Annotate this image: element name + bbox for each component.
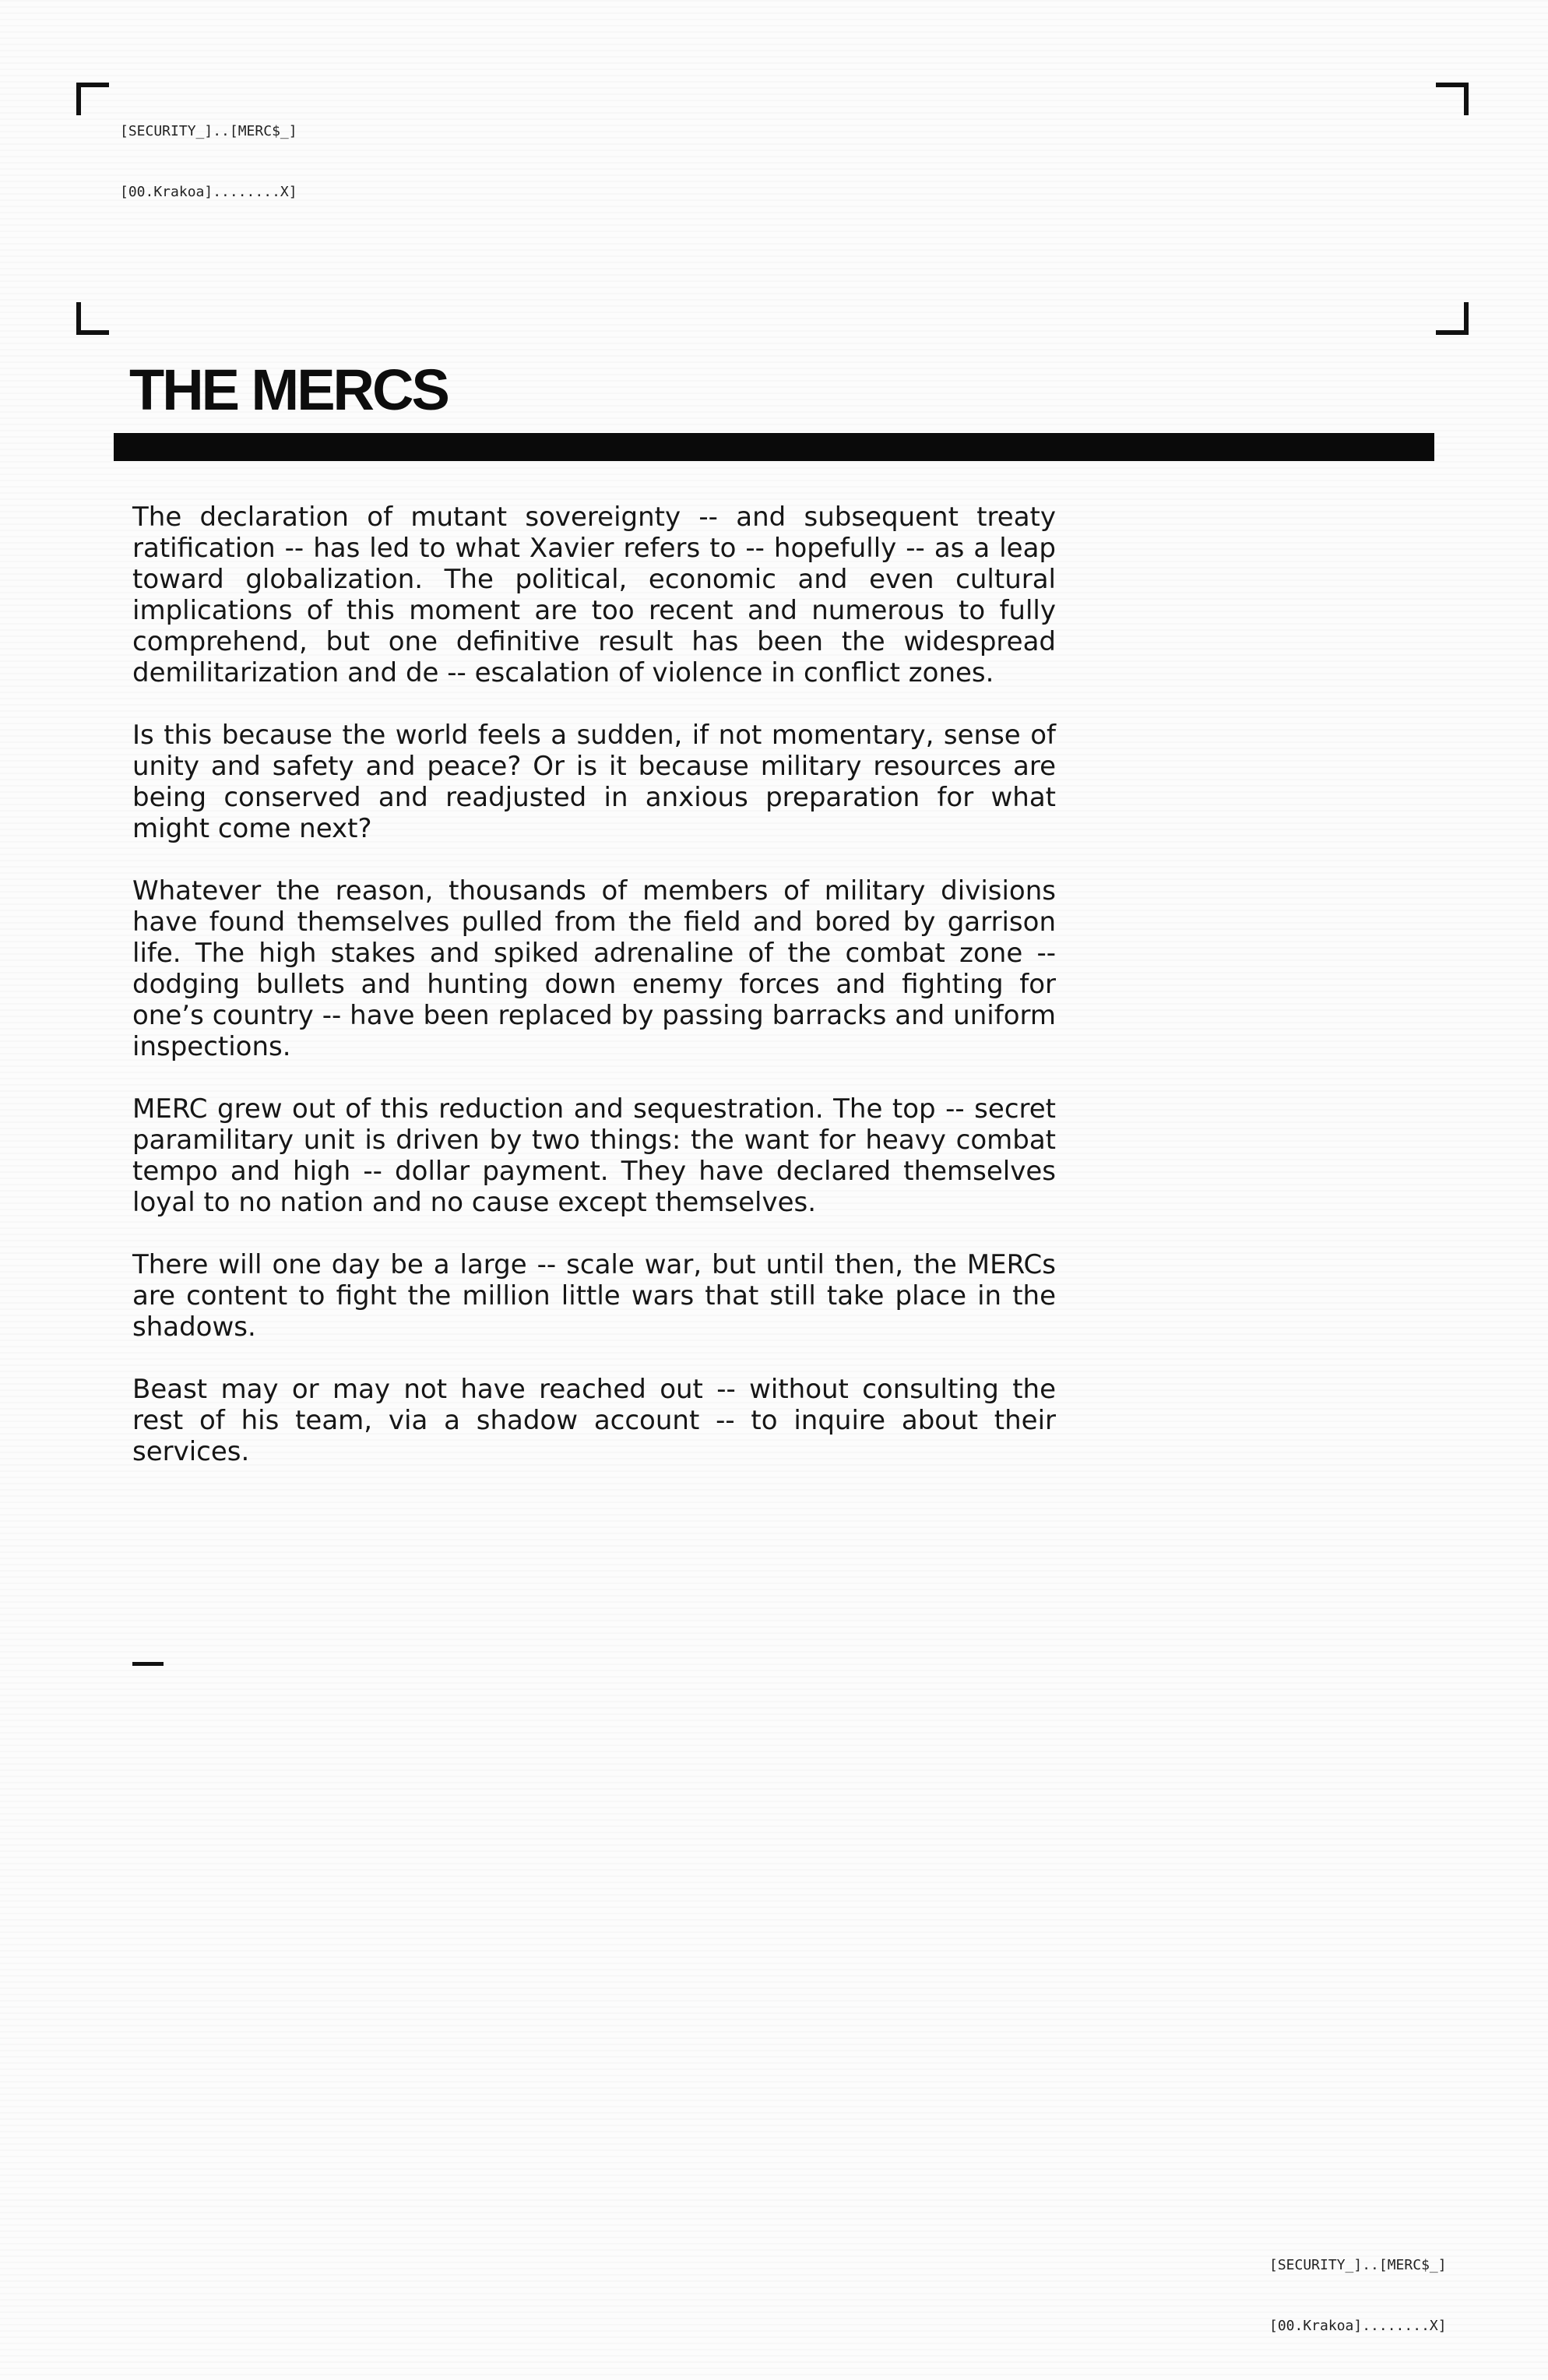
- paragraph-6: Beast may or may not have reached out -- without consulting the rest of his team, via a shadow account -- to inquire about their services.: [132, 1374, 1056, 1467]
- paragraph-2: Is this because the world feels a sudden, if not momentary, sense of unity and safety and peace? Or is it because military resources are being conserved and readjusted in anxious preparation for what might come next?: [132, 720, 1056, 844]
- page-title: THE MERCS: [129, 357, 448, 422]
- header-security-tag: [120, 81, 297, 223]
- paragraph-5: There will one day be a large -- scale war, but until then, the MERCs are content to fight the million little wars that still take place in the shadows.: [132, 1249, 1056, 1343]
- frame-corner-bottom-right: [1436, 302, 1469, 335]
- header-tag-line-1: [SECURITY_]..[MERC$_]: [120, 123, 297, 139]
- article-body: [132, 502, 1056, 1498]
- frame-corner-top-left: [76, 83, 109, 115]
- paragraph-3: Whatever the reason, thousands of members of military divisions have found themselves pulled from the field and bored by garrison life. The high stakes and spiked adrenaline of the combat zone -- dodging bullets and hunting down enemy forces and fighting for one’s country -- have been replaced by passing barracks and uniform inspections.: [132, 875, 1056, 1062]
- footer-tag-line-1: [SECURITY_]..[MERC$_]: [1269, 2257, 1447, 2273]
- end-marker-dash: [132, 1662, 164, 1666]
- frame-corner-top-right: [1436, 83, 1469, 115]
- footer-tag-line-2: [00.Krakoa]........X]: [1269, 2318, 1447, 2334]
- frame-corner-bottom-left: [76, 302, 109, 335]
- header-tag-line-2: [00.Krakoa]........X]: [120, 184, 297, 200]
- paragraph-1: The declaration of mutant sovereignty -- and subsequent treaty ratification -- has led to what Xavier refers to -- hopefully -- as a leap toward globalization. The political, economic and even cultural implications of this moment are too recent and numerous to fully comprehend, but one definitive result has been the widespread demilitarization and de -- escalation of violence in conflict zones.: [132, 502, 1056, 688]
- paragraph-4: MERC grew out of this reduction and sequestration. The top -- secret paramilitary unit is driven by two things: the want for heavy combat tempo and high -- dollar payment. They have declared themselves loyal to no nation and no cause except themselves.: [132, 1093, 1056, 1218]
- footer-security-tag: [1269, 2215, 1447, 2357]
- title-underline-bar: [114, 433, 1434, 461]
